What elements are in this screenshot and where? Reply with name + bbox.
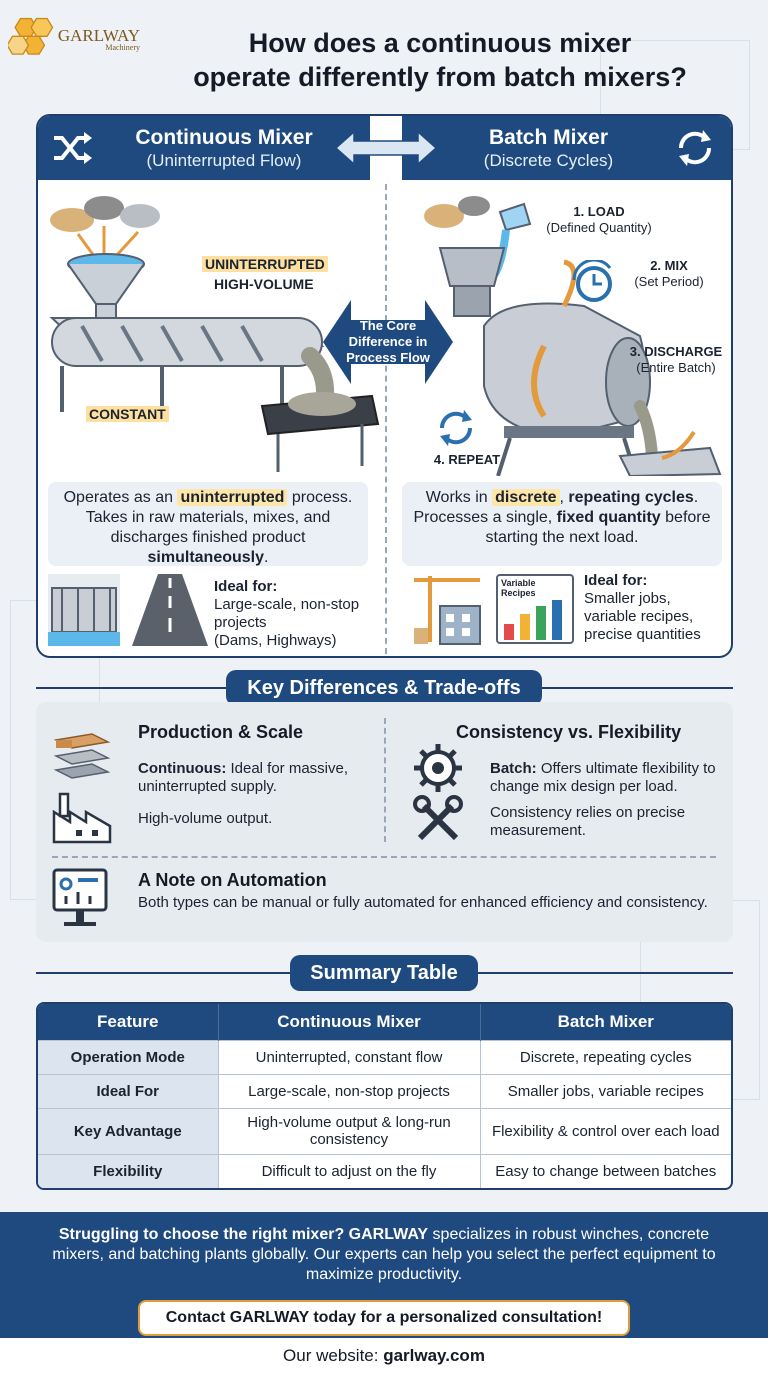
continuous-subtitle: (Uninterrupted Flow)	[146, 151, 302, 170]
step-discharge	[626, 344, 726, 376]
production-body: Ideal for massive, uninterrupted supply.	[138, 760, 349, 795]
continuous-header	[38, 116, 370, 180]
table-cell: High-volume output & long-run consistency	[218, 1108, 480, 1154]
desc-highlight: discrete	[492, 489, 559, 506]
desc-bold: simultaneously	[147, 549, 265, 566]
table-row	[38, 1074, 731, 1108]
step-repeat-title: 4. REPEAT	[433, 452, 501, 467]
recipe-label: Variable Recipes	[501, 578, 536, 598]
desc-text: .	[264, 549, 269, 566]
hopper-icon	[440, 248, 504, 316]
consistency-body: Offers ultimate flexibility to change mix design per load.	[490, 760, 716, 795]
brand-sub: Machinery	[105, 42, 140, 52]
table-cell: Flexibility & control over each load	[480, 1108, 731, 1154]
batch-subtitle: (Discrete Cycles)	[483, 151, 614, 170]
desc-highlight: uninterrupted	[177, 489, 287, 506]
continuous-description	[48, 482, 368, 566]
production-text	[138, 760, 368, 796]
step-mix	[624, 258, 714, 290]
page-title	[140, 26, 740, 94]
bidirectional-arrow-icon	[336, 130, 436, 166]
belt-conveyor-icon	[262, 392, 378, 472]
comparison-panel	[36, 114, 733, 658]
desc-text: ,	[559, 489, 569, 506]
table-cell: Easy to change between batches	[480, 1154, 731, 1188]
monitor-controls-icon	[52, 868, 108, 934]
table-cell: Discrete, repeating cycles	[480, 1040, 731, 1074]
table-cell: Smaller jobs, variable recipes	[480, 1074, 731, 1108]
sand-pile-icon	[424, 196, 490, 228]
tag-uninterrupted-text: UNINTERRUPTED	[202, 256, 328, 272]
brand-logo[interactable]	[8, 14, 140, 64]
continuous-ideal-label: Ideal for:	[214, 578, 278, 595]
step-load	[534, 204, 664, 236]
consistency-title: Consistency vs. Flexibility	[456, 722, 682, 742]
header-continuous: Continuous Mixer	[218, 1004, 480, 1040]
desc-text: .	[693, 489, 699, 506]
title-line2: operate differently from batch mixers?	[193, 62, 687, 92]
continuous-ideal-text: Large-scale, non-stop projects	[214, 596, 360, 631]
summary-heading: Summary Table	[290, 955, 478, 991]
step-load-sub: (Defined Quantity)	[546, 220, 652, 235]
table-header-row	[38, 1004, 731, 1040]
footer-question: Struggling to choose the right mixer?	[58, 1226, 349, 1243]
website-label: Our website:	[283, 1346, 384, 1365]
recipe-chart-icon	[496, 574, 574, 644]
desc-text: Processes a single,	[413, 509, 557, 526]
table-row	[38, 1108, 731, 1154]
continuous-title: Continuous Mixer	[135, 126, 313, 149]
summary-table-grid	[38, 1004, 731, 1188]
wrench-icon	[412, 794, 464, 846]
table-cell: Flexibility	[38, 1154, 218, 1188]
summary-table	[36, 1002, 733, 1190]
core-difference-text: The Core Difference in Process Flow	[346, 318, 430, 365]
clock-icon	[570, 260, 618, 308]
production-text2: High-volume output.	[138, 810, 273, 827]
funnel-icon	[68, 254, 144, 318]
production-title: Production & Scale	[138, 722, 304, 742]
desc-bold: fixed quantity	[556, 509, 661, 526]
dam-icon	[48, 574, 120, 646]
footer-brand: GARLWAY	[348, 1226, 429, 1243]
cycle-arrows-icon	[673, 126, 717, 170]
tag-uninterrupted	[202, 256, 328, 272]
drum-mixer-icon	[484, 304, 650, 477]
desc-text: Works in	[425, 489, 493, 506]
header-batch: Batch Mixer	[480, 1004, 731, 1040]
consistency-bold: Batch:	[490, 760, 537, 777]
title-line1: How does a continuous mixer	[248, 28, 632, 58]
desc-text: process.	[287, 489, 353, 506]
step-mix-title: 2. MIX	[650, 258, 688, 273]
crane-icon	[410, 572, 486, 646]
panel-divider	[385, 184, 387, 654]
desc-text: Takes in raw materials, mixes, and discharges finished product	[85, 509, 331, 546]
table-cell: Key Advantage	[38, 1108, 218, 1154]
desc-text: before starting the next load.	[485, 509, 711, 546]
batch-title: Batch Mixer	[488, 126, 609, 149]
step-discharge-title: 3. DISCHARGE	[629, 344, 723, 359]
step-mix-sub: (Set Period)	[634, 274, 704, 289]
batch-ideal-label: Ideal for:	[584, 572, 648, 589]
website-line	[0, 1338, 768, 1376]
table-cell: Difficult to adjust on the fly	[218, 1154, 480, 1188]
production-bold: Continuous:	[138, 760, 227, 777]
continuous-ideal	[214, 578, 374, 650]
tag-constant	[86, 406, 169, 422]
footer-message	[40, 1225, 728, 1285]
step-load-title: 1. LOAD	[573, 204, 625, 219]
batch-header	[402, 116, 733, 180]
repeat-icon	[436, 408, 476, 448]
brand-text	[58, 27, 140, 52]
key-differences-heading: Key Differences & Trade-offs	[226, 670, 542, 706]
consistency-text2: Consistency relies on precise measurement.	[490, 804, 686, 839]
kd-rule	[52, 856, 716, 858]
table-row	[38, 1040, 731, 1074]
batch-ideal	[584, 572, 724, 644]
brand-name: GARLWAY	[57, 25, 140, 45]
table-cell: Uninterrupted, constant flow	[218, 1040, 480, 1074]
stacked-materials-icon	[52, 726, 112, 782]
tag-highvolume: HIGH-VOLUME	[214, 276, 314, 292]
recipe-bars	[498, 600, 572, 640]
desc-text: Operates as an	[63, 489, 178, 506]
kd-divider	[384, 718, 386, 842]
batch-description	[402, 482, 722, 566]
automation-text: Both types can be manual or fully automated for enhanced efficiency and consistency.	[138, 894, 708, 911]
shuffle-icon	[52, 130, 92, 166]
batch-ideal-text: Smaller jobs, variable recipes, precise quantities	[584, 590, 701, 643]
highway-icon	[132, 574, 208, 646]
website-link[interactable]: garlway.com	[383, 1346, 485, 1365]
tray-icon	[620, 448, 720, 476]
table-cell: Ideal For	[38, 1074, 218, 1108]
factory-icon	[52, 788, 112, 844]
header-feature: Feature	[38, 1004, 218, 1040]
continuous-ideal-examples: (Dams, Highways)	[214, 632, 337, 649]
gear-icon	[412, 742, 464, 794]
footer-body: specializes in robust winches, concrete mixers, and batching plants globally. Our experts can help you select the perfect equipment to maximize productivity.	[52, 1226, 716, 1283]
table-row	[38, 1154, 731, 1188]
logo-hexagon-icon	[8, 14, 58, 64]
contact-cta-button[interactable]: Contact GARLWAY today for a personalized consultation!	[138, 1300, 630, 1336]
step-discharge-sub: (Entire Batch)	[636, 360, 716, 375]
step-repeat	[422, 452, 512, 468]
consistency-text	[490, 760, 726, 796]
table-cell: Operation Mode	[38, 1040, 218, 1074]
tag-constant-text: CONSTANT	[86, 406, 169, 422]
key-differences-section	[36, 702, 733, 942]
automation-title: A Note on Automation	[138, 870, 327, 890]
desc-bold: repeating cycles	[568, 489, 694, 506]
table-cell: Large-scale, non-stop projects	[218, 1074, 480, 1108]
